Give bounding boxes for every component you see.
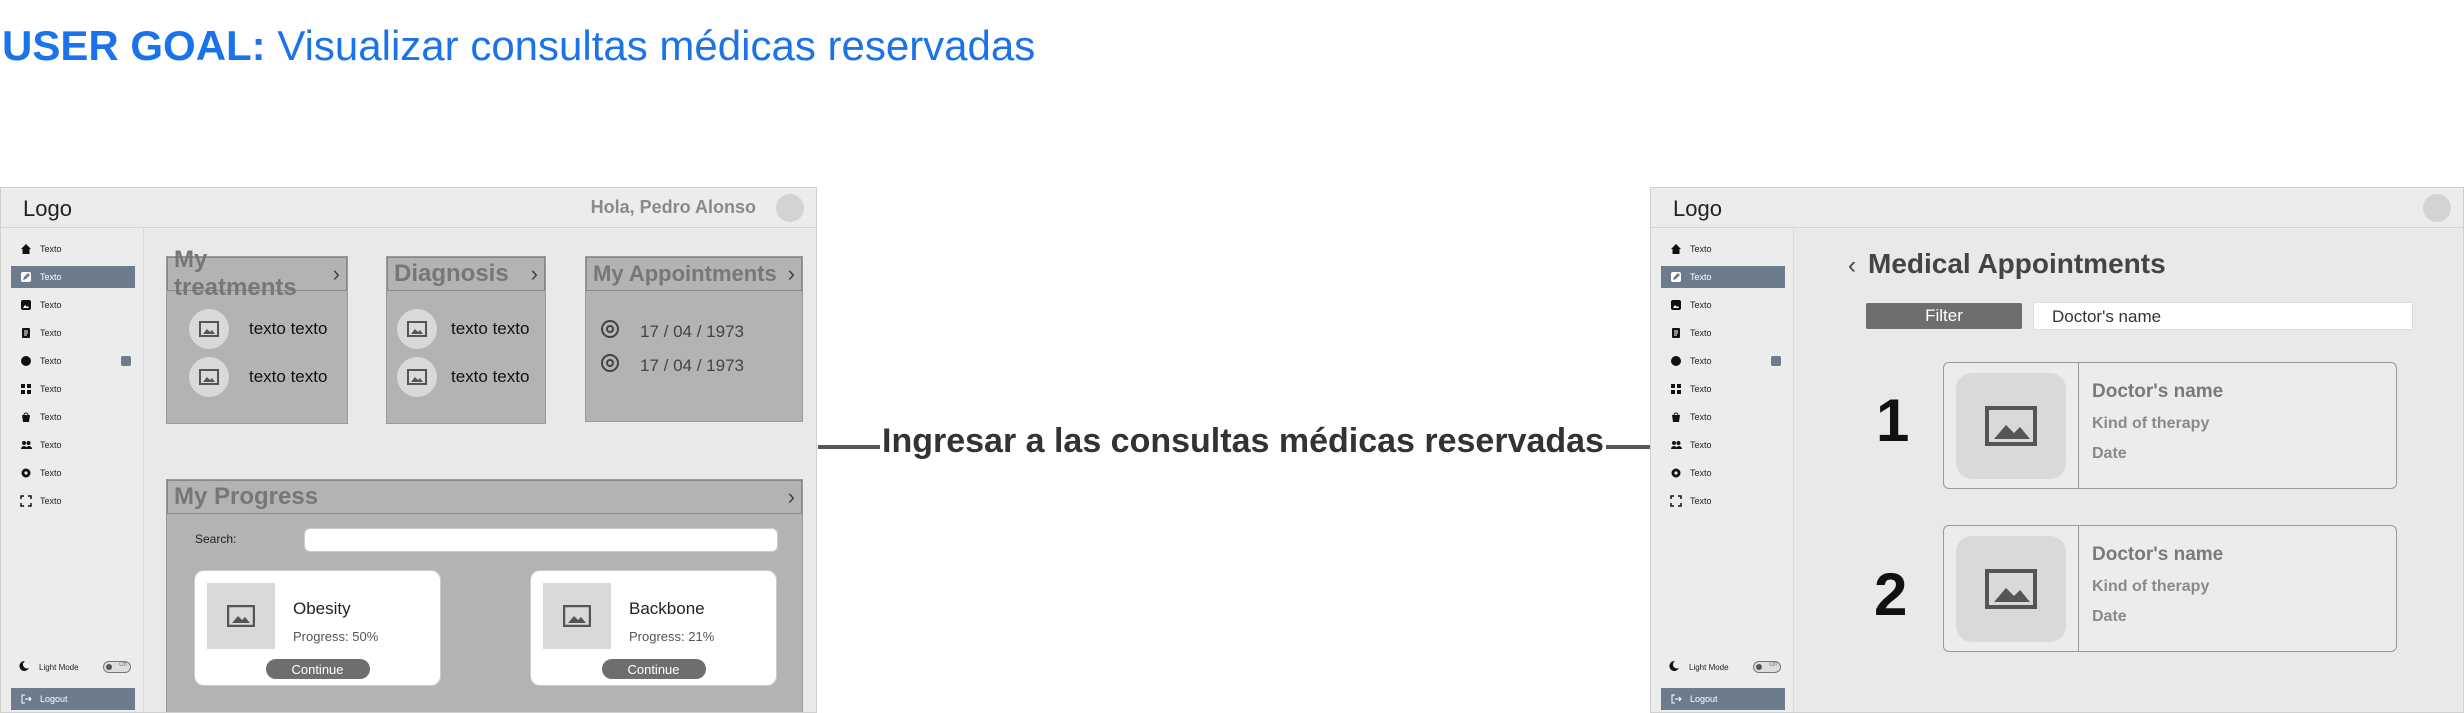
sidebar-item-users[interactable] xyxy=(11,434,135,456)
search-input[interactable] xyxy=(304,528,778,552)
diagnosis-text: texto texto xyxy=(451,319,530,338)
sidebar-item-shop[interactable] xyxy=(1661,406,1785,428)
edit-icon xyxy=(1669,271,1682,284)
image-icon xyxy=(1956,536,2066,642)
image-icon xyxy=(1669,299,1682,312)
appointment-date: 17 / 04 / 1973 xyxy=(640,321,744,341)
sidebar-item-settings[interactable] xyxy=(11,462,135,484)
home-icon xyxy=(1669,243,1682,256)
treatments-card xyxy=(166,246,348,424)
document-icon xyxy=(19,327,32,340)
sidebar-item-label: Texto xyxy=(40,468,62,478)
dashboard-screen xyxy=(0,187,817,713)
appointment-card[interactable] xyxy=(1943,525,2397,652)
logout-icon xyxy=(1669,693,1682,706)
sidebar xyxy=(1651,228,1794,712)
logout-button[interactable] xyxy=(11,688,135,710)
progress-item-card[interactable] xyxy=(194,570,441,686)
doctor-name-input[interactable]: Doctor's name xyxy=(2033,302,2413,330)
edit-icon xyxy=(19,271,32,284)
filter-button[interactable]: Filter xyxy=(1866,303,2022,329)
user-goal-text: Visualizar consultas médicas reservadas xyxy=(277,22,1036,69)
sidebar-item-chat[interactable] xyxy=(1661,350,1785,372)
transition-label: Ingresar a las consultas médicas reservadas xyxy=(882,422,1604,460)
progress-item-card[interactable] xyxy=(530,570,777,686)
sidebar-item-images[interactable] xyxy=(1661,294,1785,316)
image-icon xyxy=(189,309,229,349)
greeting: Hola, Pedro Alonso xyxy=(590,197,756,217)
sidebar-item-shop[interactable] xyxy=(11,406,135,428)
expand-icon xyxy=(19,495,32,508)
sidebar-item-apps[interactable] xyxy=(1661,378,1785,400)
sidebar-item-settings[interactable] xyxy=(1661,462,1785,484)
sidebar-item-label: Texto xyxy=(40,384,62,394)
back-chevron-icon[interactable]: ‹ xyxy=(1848,252,1856,279)
light-mode-toggle[interactable] xyxy=(103,661,131,673)
sidebar-item-label: Texto xyxy=(1690,300,1712,310)
chevron-right-icon[interactable]: › xyxy=(787,261,795,286)
logo[interactable]: Logo xyxy=(23,196,72,221)
sidebar-item-label: Texto xyxy=(1690,412,1712,422)
sidebar-item-label: Texto xyxy=(1690,384,1712,394)
light-mode-row xyxy=(11,658,135,676)
appointments-header[interactable] xyxy=(586,257,802,291)
chat-icon xyxy=(1669,355,1682,368)
continue-button[interactable]: Continue xyxy=(266,659,370,679)
appointment-row[interactable] xyxy=(600,353,744,378)
chevron-right-icon[interactable]: › xyxy=(332,261,340,286)
image-icon xyxy=(19,299,32,312)
sidebar-item-label: Texto xyxy=(1690,356,1712,366)
image-icon xyxy=(189,357,229,397)
divider xyxy=(2078,363,2079,488)
light-mode-label: Light Mode xyxy=(39,662,79,672)
continue-button[interactable]: Continue xyxy=(602,659,706,679)
light-mode-row xyxy=(1661,658,1785,676)
users-icon xyxy=(1669,439,1682,452)
sidebar-item-expand[interactable] xyxy=(1661,490,1785,512)
diagnosis-text: texto texto xyxy=(451,367,530,386)
appointments-title: My Appointments xyxy=(593,261,777,286)
dashboard-content xyxy=(145,229,816,712)
progress-title: My Progress xyxy=(174,483,319,510)
expand-icon xyxy=(1669,495,1682,508)
logout-label: Logout xyxy=(40,694,68,704)
diagnosis-title: Diagnosis xyxy=(394,260,509,287)
list-item[interactable] xyxy=(189,309,327,349)
appointment-number: 2 xyxy=(1874,561,1908,628)
sidebar-item-label: Texto xyxy=(40,496,62,506)
sidebar-item-label: Texto xyxy=(40,328,62,338)
sidebar-item-label: Texto xyxy=(1690,328,1712,338)
doctor-name: Doctor's name xyxy=(2092,544,2224,565)
diagnosis-card xyxy=(386,256,546,424)
therapy-kind: Kind of therapy xyxy=(2092,578,2210,595)
sidebar-item-label: Texto xyxy=(1690,468,1712,478)
moon-icon xyxy=(17,660,29,674)
treatment-text: texto texto xyxy=(249,319,328,338)
home-icon xyxy=(19,243,32,256)
sidebar-item-label: Texto xyxy=(40,440,62,450)
notification-badge xyxy=(121,356,131,366)
appointment-number: 1 xyxy=(1876,387,1910,454)
progress-header[interactable] xyxy=(167,480,802,514)
sidebar-item-label: Texto xyxy=(40,244,62,254)
chat-icon xyxy=(19,355,32,368)
sidebar-item-label: Texto xyxy=(1690,440,1712,450)
sidebar-item-document[interactable] xyxy=(11,322,135,344)
clock-icon xyxy=(600,353,620,378)
appointment-date: Date xyxy=(2092,608,2127,625)
logout-button[interactable] xyxy=(1661,688,1785,710)
gear-icon xyxy=(19,467,32,480)
appointments-card xyxy=(585,256,803,422)
sidebar-item-label: Texto xyxy=(1690,244,1712,254)
list-item[interactable] xyxy=(189,357,327,397)
sidebar-item-home[interactable] xyxy=(11,238,135,260)
image-icon xyxy=(543,583,611,649)
bag-icon xyxy=(1669,411,1682,424)
appointment-row[interactable] xyxy=(600,319,744,344)
list-item[interactable] xyxy=(397,309,529,349)
toggle-label: Off xyxy=(119,662,127,668)
top-bar xyxy=(1,188,816,228)
appointment-card[interactable] xyxy=(1943,362,2397,489)
chevron-right-icon[interactable]: › xyxy=(787,484,795,509)
doctor-name: Doctor's name xyxy=(2092,381,2224,402)
sidebar-item-users[interactable] xyxy=(1661,434,1785,456)
logout-icon xyxy=(19,693,32,706)
sidebar-item-label: Texto xyxy=(40,412,62,422)
top-bar xyxy=(1651,188,2463,228)
grid-icon xyxy=(1669,383,1682,396)
image-icon xyxy=(1956,373,2066,479)
sidebar-item-label: Texto xyxy=(40,300,62,310)
user-goal xyxy=(2,22,1035,70)
image-icon xyxy=(207,583,275,649)
search-label: Search: xyxy=(195,532,237,546)
sidebar-item-edit[interactable] xyxy=(11,266,135,288)
moon-icon xyxy=(1667,660,1679,674)
sidebar-item-label: Texto xyxy=(1690,272,1712,282)
grid-icon xyxy=(19,383,32,396)
image-icon xyxy=(397,309,437,349)
chevron-right-icon[interactable]: › xyxy=(530,261,538,286)
sidebar-item-label: Texto xyxy=(40,272,62,282)
treatments-title: My treatments xyxy=(174,246,297,301)
avatar[interactable] xyxy=(2423,194,2451,222)
sidebar xyxy=(1,228,144,712)
progress-item-title: Obesity xyxy=(293,599,351,618)
sidebar-item-edit[interactable] xyxy=(1661,266,1785,288)
logo[interactable]: Logo xyxy=(1673,196,1722,221)
divider xyxy=(2078,526,2079,651)
progress-item-title: Backbone xyxy=(629,599,705,618)
light-mode-toggle[interactable] xyxy=(1753,661,1781,673)
page-title-text: Medical Appointments xyxy=(1868,248,2166,279)
sidebar-item-home[interactable] xyxy=(1661,238,1785,260)
sidebar-item-label: Texto xyxy=(1690,496,1712,506)
appointment-date: Date xyxy=(2092,445,2127,462)
treatment-text: texto texto xyxy=(249,367,328,386)
list-item[interactable] xyxy=(397,357,529,397)
bag-icon xyxy=(19,411,32,424)
toggle-label: Off xyxy=(1769,662,1777,668)
progress-item-percent: Progress: 21% xyxy=(629,629,715,644)
sidebar-item-apps[interactable] xyxy=(11,378,135,400)
sidebar-item-document[interactable] xyxy=(1661,322,1785,344)
clock-icon xyxy=(600,319,620,344)
sidebar-item-chat[interactable] xyxy=(11,350,135,372)
diagnosis-header[interactable] xyxy=(387,257,545,291)
sidebar-item-expand[interactable] xyxy=(11,490,135,512)
sidebar-item-images[interactable] xyxy=(11,294,135,316)
avatar[interactable] xyxy=(776,194,804,222)
logout-label: Logout xyxy=(1690,694,1718,704)
progress-item-percent: Progress: 50% xyxy=(293,629,379,644)
light-mode-label: Light Mode xyxy=(1689,662,1729,672)
image-icon xyxy=(397,357,437,397)
notification-badge xyxy=(1771,356,1781,366)
page-title xyxy=(1848,248,2166,280)
treatments-header[interactable] xyxy=(167,246,347,301)
sidebar-item-label: Texto xyxy=(40,356,62,366)
users-icon xyxy=(19,439,32,452)
progress-card xyxy=(166,479,803,713)
therapy-kind: Kind of therapy xyxy=(2092,415,2210,432)
user-goal-label: USER GOAL: xyxy=(2,22,266,69)
appointment-date: 17 / 04 / 1973 xyxy=(640,355,744,375)
gear-icon xyxy=(1669,467,1682,480)
document-icon xyxy=(1669,327,1682,340)
